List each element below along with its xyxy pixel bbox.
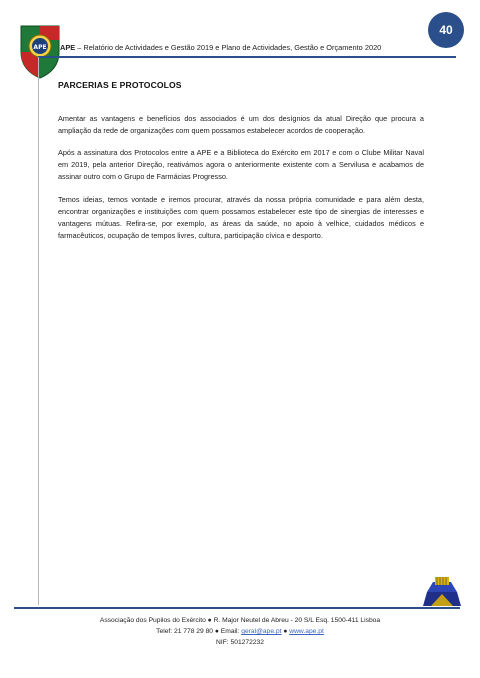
left-margin-line (38, 57, 39, 605)
section-title: PARCERIAS E PROTOCOLOS (58, 80, 182, 90)
footer-contacts (0, 626, 480, 637)
paragraph-future-plans: Temos ideias, temos vontade e iremos procurar, através da nossa própria comunidade e para além desta, encontrar organizações e instituições com quem possamos estabelecer este tipo de sinergias de interesses e vantagens mútuas. Refira-se, por exemplo, as áreas da saúde, no apoio à velhice, cuidados médicos e farmacêuticos, ocupação de tempos livres, cultura, participação cívica e desporto. (58, 195, 424, 240)
document-header-title (60, 43, 381, 52)
footer-phone: Telef: 21 778 29 80 ● Email: (156, 628, 242, 635)
header-title-text: – Relatório de Actividades e Gestão 2019 e Plano de Actividades, Gestão e Orçamento 2020 (75, 43, 382, 52)
page-number-badge: 40 (428, 12, 464, 48)
logo-text: APE (33, 44, 47, 51)
footer-nif: NIF: 501272232 (216, 639, 264, 646)
email-link[interactable]: geral@ape.pt (241, 628, 282, 635)
footer-divider (14, 607, 460, 609)
paragraph-protocols: Após a assinatura dos Protocolos entre a APE e a Biblioteca do Exército em 2017 e com o Clube Militar Naval em 2019, pela anterior Direção, reativámos agora o anteriormente existente com a Servilusa e acabamos de assinar outro com o Grupo de Farmácias Progresso. (58, 148, 424, 181)
ape-logo (18, 22, 62, 80)
website-link[interactable]: www.ape.pt (289, 628, 324, 635)
footer-address: Associação dos Pupilos do Exército ● R. Major Neutel de Abreu - 20 S/L Esq. 1500-411 Lisboa (99, 617, 381, 624)
footer (0, 615, 480, 648)
paragraph-intro: Amentar as vantagens e benefícios dos associados é um dos desígnios da atual Direção que procura a ampliação da rede de organizações com quem possamos estabelecer acordos de cooperação. (58, 114, 424, 135)
header-divider (38, 56, 456, 58)
footer-separator: ● (281, 628, 290, 635)
header-org-name: APE (60, 43, 76, 52)
institution-emblem (421, 574, 463, 608)
